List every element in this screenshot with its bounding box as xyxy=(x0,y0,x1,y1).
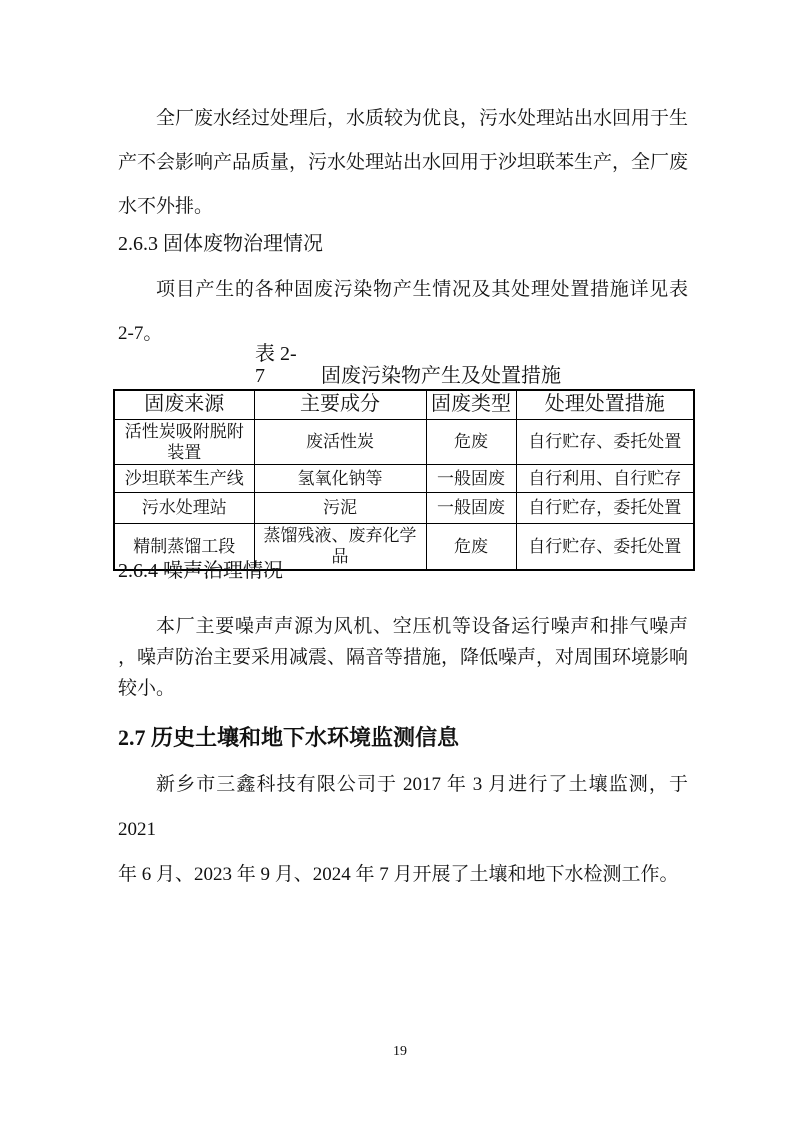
paragraph-line: 2-7。 xyxy=(118,323,163,344)
table-cell: 蒸馏残液、废弃化学品 xyxy=(254,524,426,570)
table-cell: 自行利用、自行贮存 xyxy=(516,465,694,493)
table-caption-label-line2: 7 xyxy=(255,365,265,387)
heading-2-6-4: 2.6.4 噪声治理情况 xyxy=(118,560,283,582)
table-cell: 氢氧化钠等 xyxy=(254,465,426,493)
table-row xyxy=(114,493,694,524)
paragraph-line: 产不会影响产品质量，污水处理站出水回用于沙坦联苯生产，全厂废 xyxy=(118,152,689,173)
table-cell: 危废 xyxy=(426,419,516,465)
table-cell: 危废 xyxy=(426,524,516,570)
table-header-cell: 固废来源 xyxy=(114,390,254,419)
paragraph-noise xyxy=(118,611,688,704)
paragraph-wastewater xyxy=(118,97,688,229)
table-header-cell: 固废类型 xyxy=(426,390,516,419)
solid-waste-table xyxy=(113,389,695,571)
table-cell: 废活性炭 xyxy=(254,419,426,465)
table-row xyxy=(114,419,694,465)
table-caption xyxy=(255,343,561,387)
table-header-row xyxy=(114,390,694,419)
table-cell: 自行贮存、委托处置 xyxy=(516,524,694,570)
heading-2-7: 2.7 历史土壤和地下水环境监测信息 xyxy=(118,725,460,750)
table-header-cell: 处理处置措施 xyxy=(516,390,694,419)
table-cell: 一般固废 xyxy=(426,465,516,493)
table-cell: 精制蒸馏工段 xyxy=(114,524,254,570)
table-cell: 活性炭吸附脱附装置 xyxy=(114,419,254,465)
table-cell: 沙坦联苯生产线 xyxy=(114,465,254,493)
heading-2-6-3: 2.6.3 固体废物治理情况 xyxy=(118,233,323,255)
table-caption-label-line1: 表 2- xyxy=(255,343,297,365)
page-number: 19 xyxy=(393,1044,407,1059)
paragraph-line: 项目产生的各种固废污染物产生情况及其处理处置措施详见表 xyxy=(156,279,688,300)
paragraph-line: 年 6 月、2023 年 9 月、2024 年 7 月开展了土壤和地下水检测工作。 xyxy=(118,864,679,885)
paragraph-line: 新乡市三鑫科技有限公司于 2017 年 3 月进行了土壤监测，于 2021 xyxy=(118,774,688,840)
table-cell: 自行贮存、委托处置 xyxy=(516,419,694,465)
paragraph-line: 较小。 xyxy=(118,678,176,699)
paragraph-line: 本厂主要噪声声源为风机、空压机等设备运行噪声和排气噪声 xyxy=(156,616,688,637)
table-cell: 污水处理站 xyxy=(114,493,254,524)
table-header-cell: 主要成分 xyxy=(254,390,426,419)
paragraph-line: 水不外排。 xyxy=(118,196,214,217)
table-caption-title: 固废污染物产生及处置措施 xyxy=(321,365,561,387)
table-cell: 一般固废 xyxy=(426,493,516,524)
table-caption-line2 xyxy=(255,365,561,387)
paragraph-line: 全厂废水经过处理后，水质较为优良，污水处理站出水回用于生 xyxy=(156,108,689,129)
paragraph-line: ，噪声防治主要采用减震、隔音等措施，降低噪声，对周围环境影响 xyxy=(118,647,689,668)
table-row xyxy=(114,465,694,493)
table-cell: 污泥 xyxy=(254,493,426,524)
table-cell: 自行贮存，委托处置 xyxy=(516,493,694,524)
paragraph-monitoring xyxy=(118,762,688,897)
